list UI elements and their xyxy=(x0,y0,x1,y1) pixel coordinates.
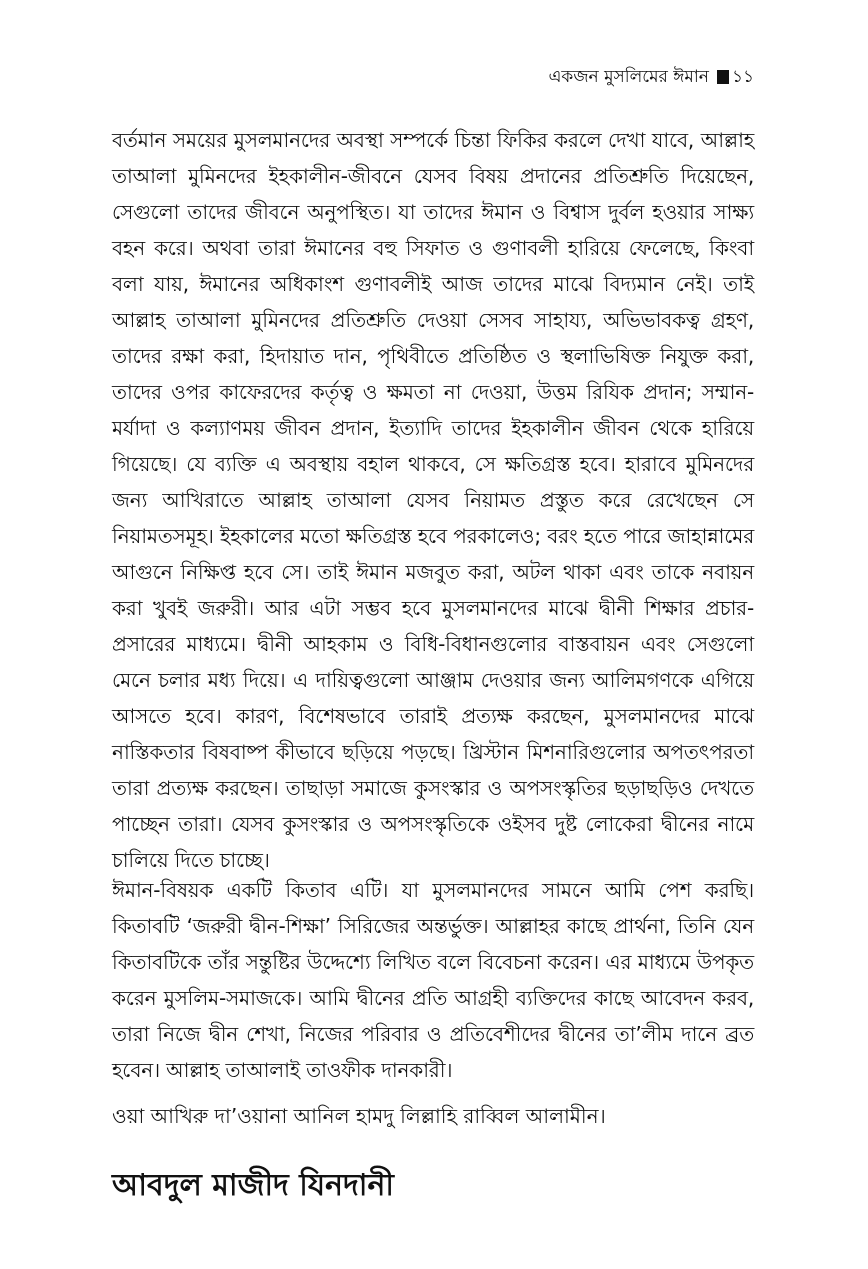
header-title: একজন মুসলিমের ঈমান xyxy=(548,67,709,87)
page-number: ১১ xyxy=(731,67,754,87)
paragraph-1: বর্তমান সময়ের মুসলমানদের অবস্থা সম্পর্কে চিন্তা ফিকির করলে দেখা যাবে, আল্লাহ তাআলা মুমিনদের ইহকালীন-জীবনে যেসব বিষয় প্রদানের প্রতিশ্রুতি দিয়েছেন, সেগুলো তাদের জীবনে অনুপস্থিত। যা তাদের ঈমান ও বিশ্বাস দুর্বল হওয়ার সাক্ষ্য বহন করে। অথবা তারা ঈমানের বহু সিফাত ও গুণাবলী হারিয়ে ফেলেছে, কিংবা বলা যায়, ঈমানের অধিকাংশ গুণাবলীই আজ তাদের মাঝে বিদ্যমান নেই। তাই আল্লাহ তাআলা মুমিনদের প্রতিশ্রুতি দেওয়া সেসব সাহায্য, অভিভাবকত্ব গ্রহণ, তাদের রক্ষা করা, হিদায়াত দান, পৃথিবীতে প্রতিষ্ঠিত ও স্থলাভিষিক্ত নিযুক্ত করা, তাদের ওপর কাফেরদের কর্তৃত্ব ও ক্ষমতা না দেওয়া, উত্তম রিযিক প্রদান; সম্মান-মর্যাদা ও কল্যাণময় জীবন প্রদান, ইত্যাদি তাদের ইহকালীন জীবন থেকে হারিয়ে গিয়েছে। যে ব্যক্তি এ অবস্থায় বহাল থাকবে, সে ক্ষতিগ্রস্ত হবে। হারাবে মুমিনদের জন্য আখিরাতে আল্লাহ তাআলা যেসব নিয়ামত প্রস্তুত করে রেখেছেন সে নিয়ামতসমূহ। ইহকালের মতো ক্ষতিগ্রস্ত হবে পরকালেও; বরং হতে পারে জাহান্নামের আগুনে নিক্ষিপ্ত হবে সে। তাই ঈমান মজবুত করা, অটল থাকা এবং তাকে নবায়ন করা খুবই জরুরী। আর এটা সম্ভব হবে মুসলমানদের মাঝে দ্বীনী শিক্ষার প্রচার-প্রসারের মাধ্যমে। দ্বীনী আহকাম ও বিধি-বিধানগুলোর বাস্তবায়ন এবং সেগুলো মেনে চলার মধ্য দিয়ে। এ দায়িত্বগুলো আঞ্জাম দেওয়ার জন্য আলিমগণকে এগিয়ে আসতে হবে। কারণ, বিশেষভাবে তারাই প্রত্যক্ষ করছেন, মুসলমানদের মাঝে নাস্তিকতার বিষবাষ্প কীভাবে ছড়িয়ে পড়ছে। খ্রিস্টান মিশনারিগুলোর অপতৎপরতা তারা প্রত্যক্ষ করছেন। তাছাড়া সমাজে কুসংস্কার ও অপসংস্কৃতির ছড়াছড়িও দেখতে পাচ্ছেন তারা। যেসব কুসংস্কার ও অপসংস্কৃতিকে ওইসব দুষ্ট লোকেরা দ্বীনের নামে চালিয়ে দিতে চাচ্ছে। xyxy=(112,128,754,872)
running-header xyxy=(549,66,755,88)
paragraph-2: ঈমান-বিষয়ক একটি কিতাব এটি। যা মুসলমানদের সামনে আমি পেশ করছি। কিতাবটি ‘জরুরী দ্বীন-শিক্ষা’ সিরিজের অন্তর্ভুক্ত। আল্লাহর কাছে প্রার্থনা, তিনি যেন কিতাবটিকে তাঁর সন্তুষ্টির উদ্দেশ্যে লিখিত বলে বিবেচনা করেন। এর মাধ্যমে উপকৃত করেন মুসলিম-সমাজকে। আমি দ্বীনের প্রতি আগ্রহী ব্যক্তিদের কাছে আবেদন করব, তারা নিজে দ্বীন শেখা, নিজের পরিবার ও প্রতিবেশীদের দ্বীনের তা’লীম দানে ব্রত হবেন। আল্লাহ তাআলাই তাওফীক দানকারী। xyxy=(112,878,754,1082)
author-name: আবদুল মাজীদ যিনদানী xyxy=(112,1168,394,1203)
header-square-icon xyxy=(717,70,729,84)
closing-line: ওয়া আখিরু দা’ওয়ানা আনিল হামদু লিল্লাহি রাব্বিল আলামীন। xyxy=(112,1104,606,1128)
